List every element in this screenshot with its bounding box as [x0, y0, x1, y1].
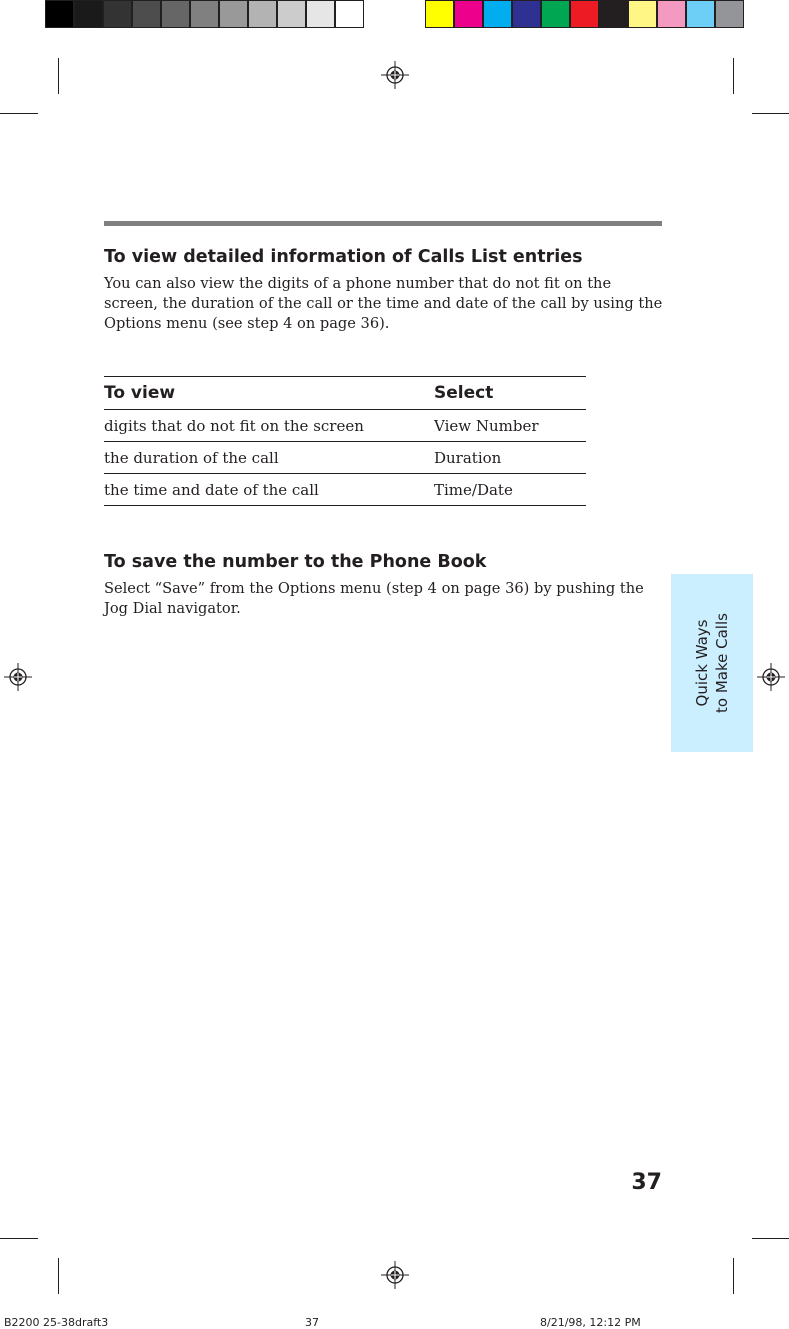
table-header-row: [104, 377, 586, 410]
gray-swatch: [248, 0, 277, 28]
process-color-bar: [425, 0, 744, 28]
gray-swatch: [45, 0, 74, 28]
color-swatch: [686, 0, 715, 28]
chapter-side-tab: [671, 574, 753, 752]
color-swatch: [657, 0, 686, 28]
column-header-to-view: To view: [104, 377, 434, 410]
chapter-tab-line: Quick Ways: [693, 619, 711, 707]
gray-swatch: [103, 0, 132, 28]
table-cell: the time and date of the call: [104, 474, 434, 506]
color-swatch: [599, 0, 628, 28]
section-heading-view-details: To view detailed information of Calls List entries: [104, 247, 583, 267]
table-cell: the duration of the call: [104, 442, 434, 474]
table-row: [104, 474, 586, 506]
gray-swatch: [335, 0, 364, 28]
gray-swatch: [306, 0, 335, 28]
gray-swatch: [161, 0, 190, 28]
color-swatch: [512, 0, 541, 28]
table-cell: View Number: [434, 410, 586, 442]
section-heading-save-number: To save the number to the Phone Book: [104, 552, 487, 572]
registration-mark-icon: [757, 663, 785, 691]
chapter-tab-line: to Make Calls: [713, 613, 731, 713]
table-row: [104, 442, 586, 474]
footer-datetime: 8/21/98, 12:12 PM: [540, 1316, 641, 1329]
table-cell: digits that do not fit on the screen: [104, 410, 434, 442]
table-row: [104, 410, 586, 442]
footer-page: 37: [305, 1316, 319, 1329]
section-body-view-details: You can also view the digits of a phone number that do not fit on the screen, the duration of the call or the time and date of the call by using the Options menu (see step 4 on page 36).: [104, 275, 663, 332]
color-swatch: [425, 0, 454, 28]
color-swatch: [541, 0, 570, 28]
footer-file-name: B2200 25-38draft3: [4, 1316, 109, 1329]
gray-swatch: [190, 0, 219, 28]
color-swatch: [454, 0, 483, 28]
crop-mark: [733, 1258, 734, 1294]
gray-swatch: [277, 0, 306, 28]
table-cell: Duration: [434, 442, 586, 474]
crop-mark: [58, 58, 59, 94]
chapter-tab-label: [692, 574, 732, 752]
section-rule: [104, 221, 662, 226]
column-header-select: Select: [434, 377, 586, 410]
color-swatch: [570, 0, 599, 28]
crop-mark: [58, 1258, 59, 1294]
crop-mark: [752, 1238, 789, 1239]
registration-mark-icon: [381, 1261, 409, 1289]
gray-color-bar: [45, 0, 364, 28]
color-swatch: [628, 0, 657, 28]
registration-mark-icon: [381, 61, 409, 89]
section-body-save-number: Select “Save” from the Options menu (step 4 on page 36) by pushing the Jog Dial navigator.: [104, 580, 644, 617]
crop-mark: [752, 113, 789, 114]
page-number: 37: [631, 1170, 662, 1195]
gray-swatch: [132, 0, 161, 28]
gray-swatch: [219, 0, 248, 28]
color-swatch: [483, 0, 512, 28]
crop-mark: [733, 58, 734, 94]
gray-swatch: [74, 0, 103, 28]
registration-mark-icon: [4, 663, 32, 691]
table-cell: Time/Date: [434, 474, 586, 506]
crop-mark: [0, 1238, 38, 1239]
color-swatch: [715, 0, 744, 28]
crop-mark: [0, 113, 38, 114]
options-table: [104, 376, 586, 506]
